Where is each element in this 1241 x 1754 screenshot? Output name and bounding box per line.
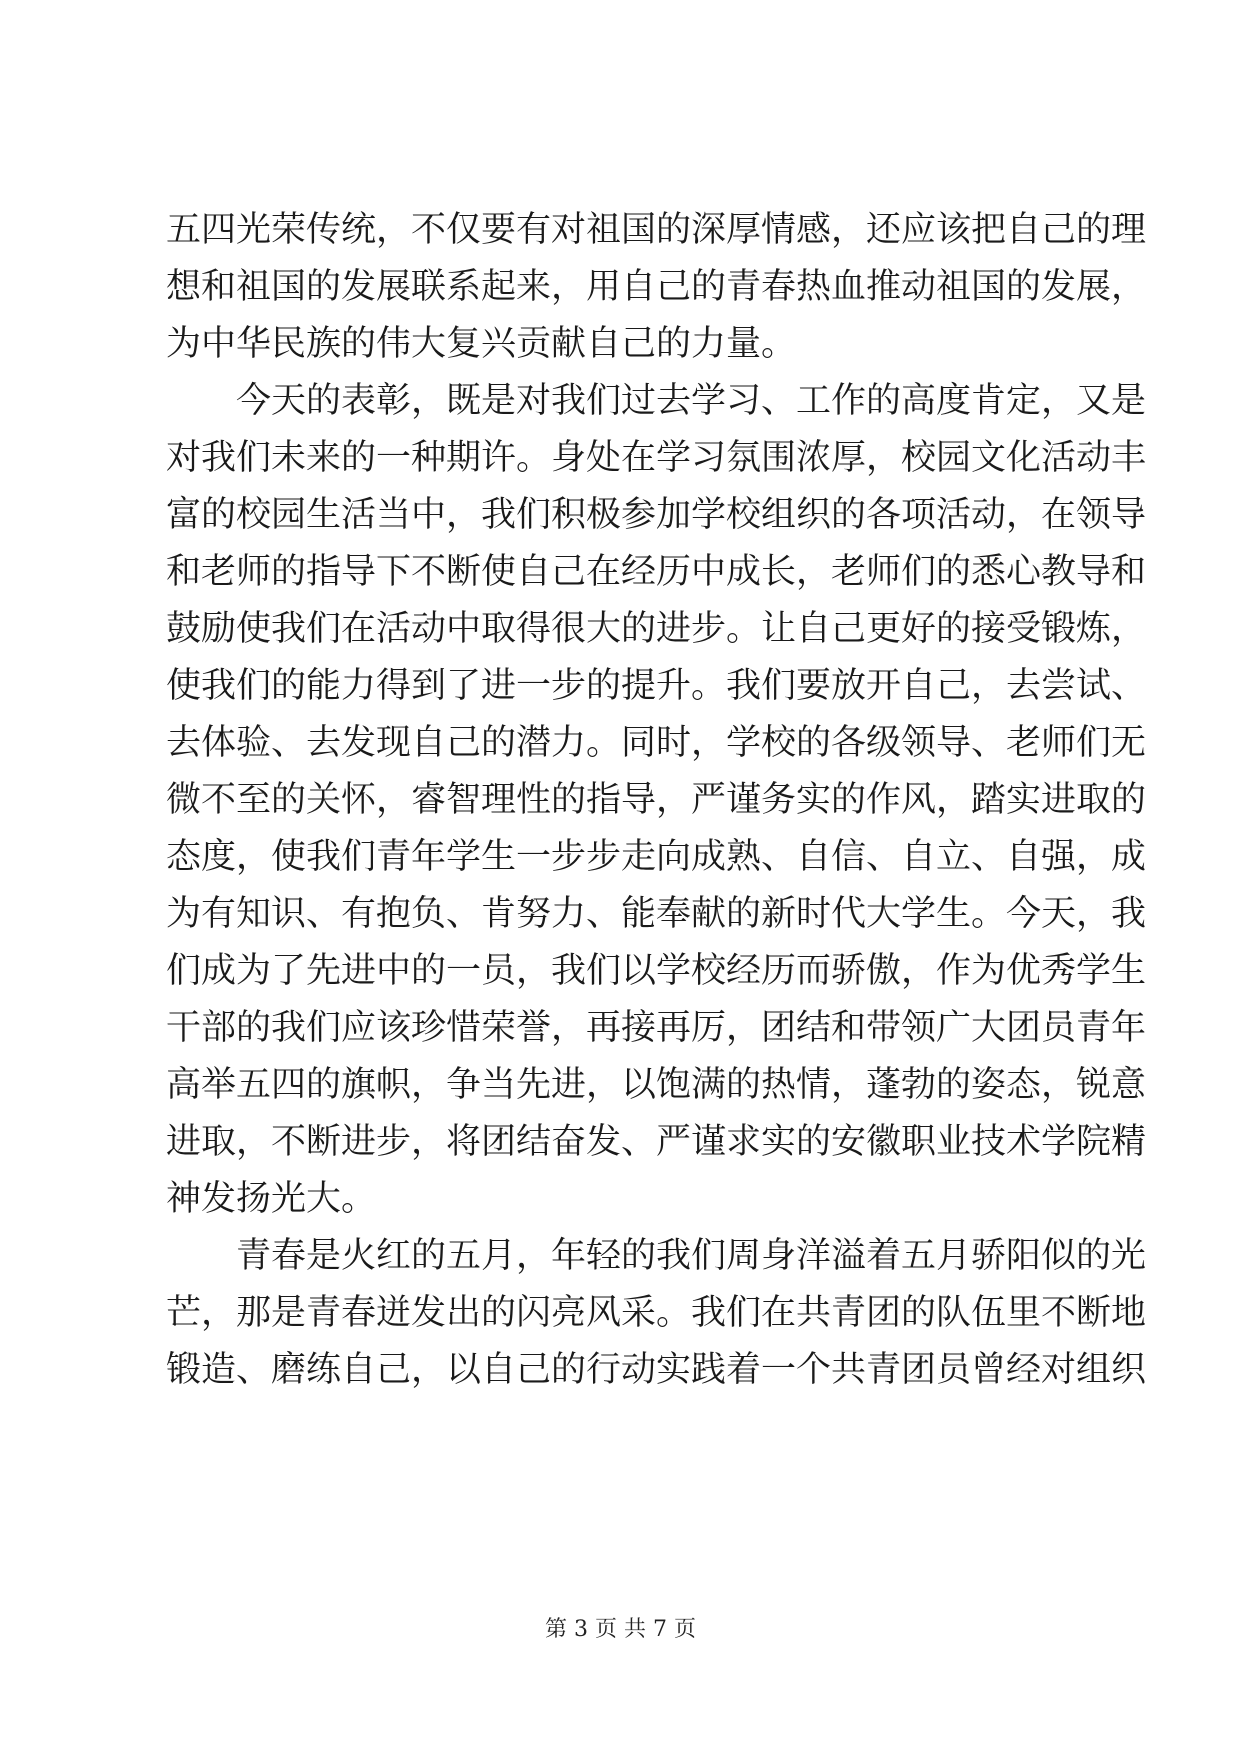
text-line: 青春是火红的五月，年轻的我们周身洋溢着五月骄阳似的光: [236, 1236, 1147, 1276]
text-line: 锻造、磨练自己，以自己的行动实践着一个共青团员曾经对组织: [166, 1350, 1147, 1390]
text-line: 今天的表彰，既是对我们过去学习、工作的高度肯定，又是: [236, 381, 1147, 421]
text-line: 神发扬光大。: [166, 1179, 377, 1219]
text-line: 进取，不断进步，将团结奋发、严谨求实的安徽职业技术学院精: [166, 1122, 1147, 1162]
text-line: 鼓励使我们在活动中取得很大的进步。让自己更好的接受锻炼，: [166, 609, 1147, 649]
text-line: 微不至的关怀，睿智理性的指导，严谨务实的作风，踏实进取的: [166, 780, 1147, 820]
page-number-footer: 第 3 页 共 7 页: [545, 1617, 696, 1642]
text-line: 态度，使我们青年学生一步步走向成熟、自信、自立、自强，成: [166, 837, 1147, 877]
text-line: 五四光荣传统，不仅要有对祖国的深厚情感，还应该把自己的理: [166, 210, 1147, 250]
text-line: 去体验、去发现自己的潜力。同时，学校的各级领导、老师们无: [166, 723, 1147, 763]
text-line: 芒，那是青春迸发出的闪亮风采。我们在共青团的队伍里不断地: [166, 1293, 1147, 1333]
text-line: 使我们的能力得到了进一步的提升。我们要放开自己，去尝试、: [166, 666, 1147, 706]
text-line: 为有知识、有抱负、肯努力、能奉献的新时代大学生。今天，我: [166, 894, 1147, 934]
text-line: 和老师的指导下不断使自己在经历中成长，老师们的悉心教导和: [166, 552, 1147, 592]
text-line: 高举五四的旗帜，争当先进，以饱满的热情，蓬勃的姿态，锐意: [166, 1065, 1147, 1105]
text-line: 们成为了先进中的一员，我们以学校经历而骄傲，作为优秀学生: [166, 951, 1147, 991]
text-line: 对我们未来的一种期许。身处在学习氛围浓厚，校园文化活动丰: [166, 438, 1147, 478]
text-line: 干部的我们应该珍惜荣誉，再接再厉，团结和带领广大团员青年: [166, 1008, 1147, 1048]
text-line: 富的校园生活当中，我们积极参加学校组织的各项活动，在领导: [166, 495, 1147, 535]
text-line: 为中华民族的伟大复兴贡献自己的力量。: [166, 324, 797, 364]
text-line: 想和祖国的发展联系起来，用自己的青春热血推动祖国的发展，: [166, 267, 1147, 307]
